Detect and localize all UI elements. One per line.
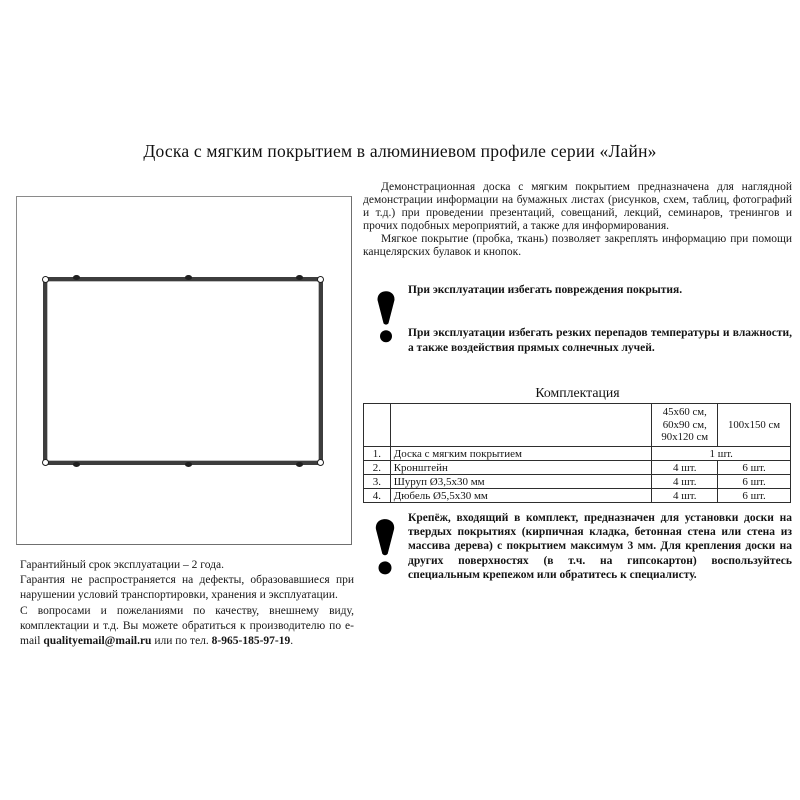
kit-row-name: Доска с мягким покрытием [390,447,652,461]
kit-header-size-large: 100х150 см [718,404,791,447]
kit-table-row [364,489,791,503]
warranty-contacts [20,604,354,650]
kit-table-row [364,475,791,489]
warranty-term: Гарантийный срок эксплуатации – 2 года. [20,559,224,571]
contact-text: . [290,635,294,648]
board-illustration [43,277,323,465]
kit-header-empty-num [364,404,391,447]
warning-temperature-sunlight: При эксплуатации избегать резких перепадов температуры и влажности, а также воздействия прямых солнечных лучей. [408,327,792,354]
kit-row-name: Шуруп Ø3,5х30 мм [390,475,652,489]
kit-header-sizes-small: 45х60 см, 60х90 см, 90х120 см [652,404,718,447]
kit-table-header-row [364,404,791,447]
kit-row-qty-large: 6 шт. [718,461,791,475]
board-corner-cap-icon [42,459,49,466]
board-corner-cap-icon [42,276,49,283]
page-title: Доска с мягким покрытием в алюминиевом профиле серии «Лайн» [143,141,657,161]
warning-avoid-damage: При эксплуатации избегать повреждения покрытия. [408,284,683,296]
warranty-block [20,558,354,649]
kit-row-number: 3. [364,475,391,489]
warning-fasteners: Крепёж, входящий в комплект, предназначен для установки доски на твердых покрытиях (кирпичная кладка, бетонная стена или стена из массива дерева) с покрытием максимум 3 мм. Для крепления доски на других поверхностях (в т.ч. на гипсокартон) воспользуйтесь специальным крепежом или обратитесь к специалисту. [408,512,792,581]
kit-row-qty-small: 4 шт. [652,461,718,475]
kit-row-number: 1. [364,447,391,461]
board-corner-cap-icon [317,276,324,283]
kit-row-qty-large: 6 шт. [718,475,791,489]
board-clip-icon [73,462,80,467]
kit-row-number: 2. [364,461,391,475]
kit-row-qty-small: 4 шт. [652,475,718,489]
kit-row-number: 4. [364,489,391,503]
contact-text: или по тел. [151,635,212,648]
intro-paragraph-surface: Мягкое покрытие (пробка, ткань) позволяет закреплять информацию при помощи канцелярских булавок и кнопок. [363,232,792,258]
board-clip-icon [296,275,303,280]
kit-row-qty-all: 1 шт. [652,447,791,461]
contact-phone: 8-965-185-97-19 [211,635,291,648]
kit-table [363,403,791,503]
board-corner-cap-icon [317,459,324,466]
intro-paragraph-purpose: Демонстрационная доска с мягким покрытием предназначена для наглядной демонстрации информации на бумажных листах (рисунков, схем, таблиц, фотографий и т.д.) при проведении презентаций, совещаний, лекций, семинаров, тренингов и прочих подобных мероприятий, а также для информирования. [363,181,792,232]
kit-row-name: Дюбель Ø5,5х30 мм [390,489,652,503]
intro-text [363,181,792,258]
contact-text: С вопросами и пожеланиями по качеству, внешнему виду, комплектации и т.д. Вы можете обратиться к производителю по e-mail [20,604,354,648]
board-drawing-frame [16,196,352,545]
board-clip-icon [185,462,192,467]
exclamation-icon [374,286,398,348]
warranty-exclusions: Гарантия не распространяется на дефекты, образовавшиеся при нарушении условий транспортировки, хранения и эксплуатации. [20,574,354,602]
kit-heading: Комплектация [535,385,620,400]
contact-email: qualityemail@mail.ru [43,635,152,648]
kit-table-row [364,461,791,475]
exclamation-icon [372,512,398,582]
kit-row-qty-small: 4 шт. [652,489,718,503]
board-clip-icon [185,275,192,280]
board-clip-icon [73,275,80,280]
kit-row-qty-large: 6 шт. [718,489,791,503]
kit-header-empty-name [390,404,652,447]
kit-table-row [364,447,791,461]
kit-row-name: Кронштейн [390,461,652,475]
board-clip-icon [296,462,303,467]
